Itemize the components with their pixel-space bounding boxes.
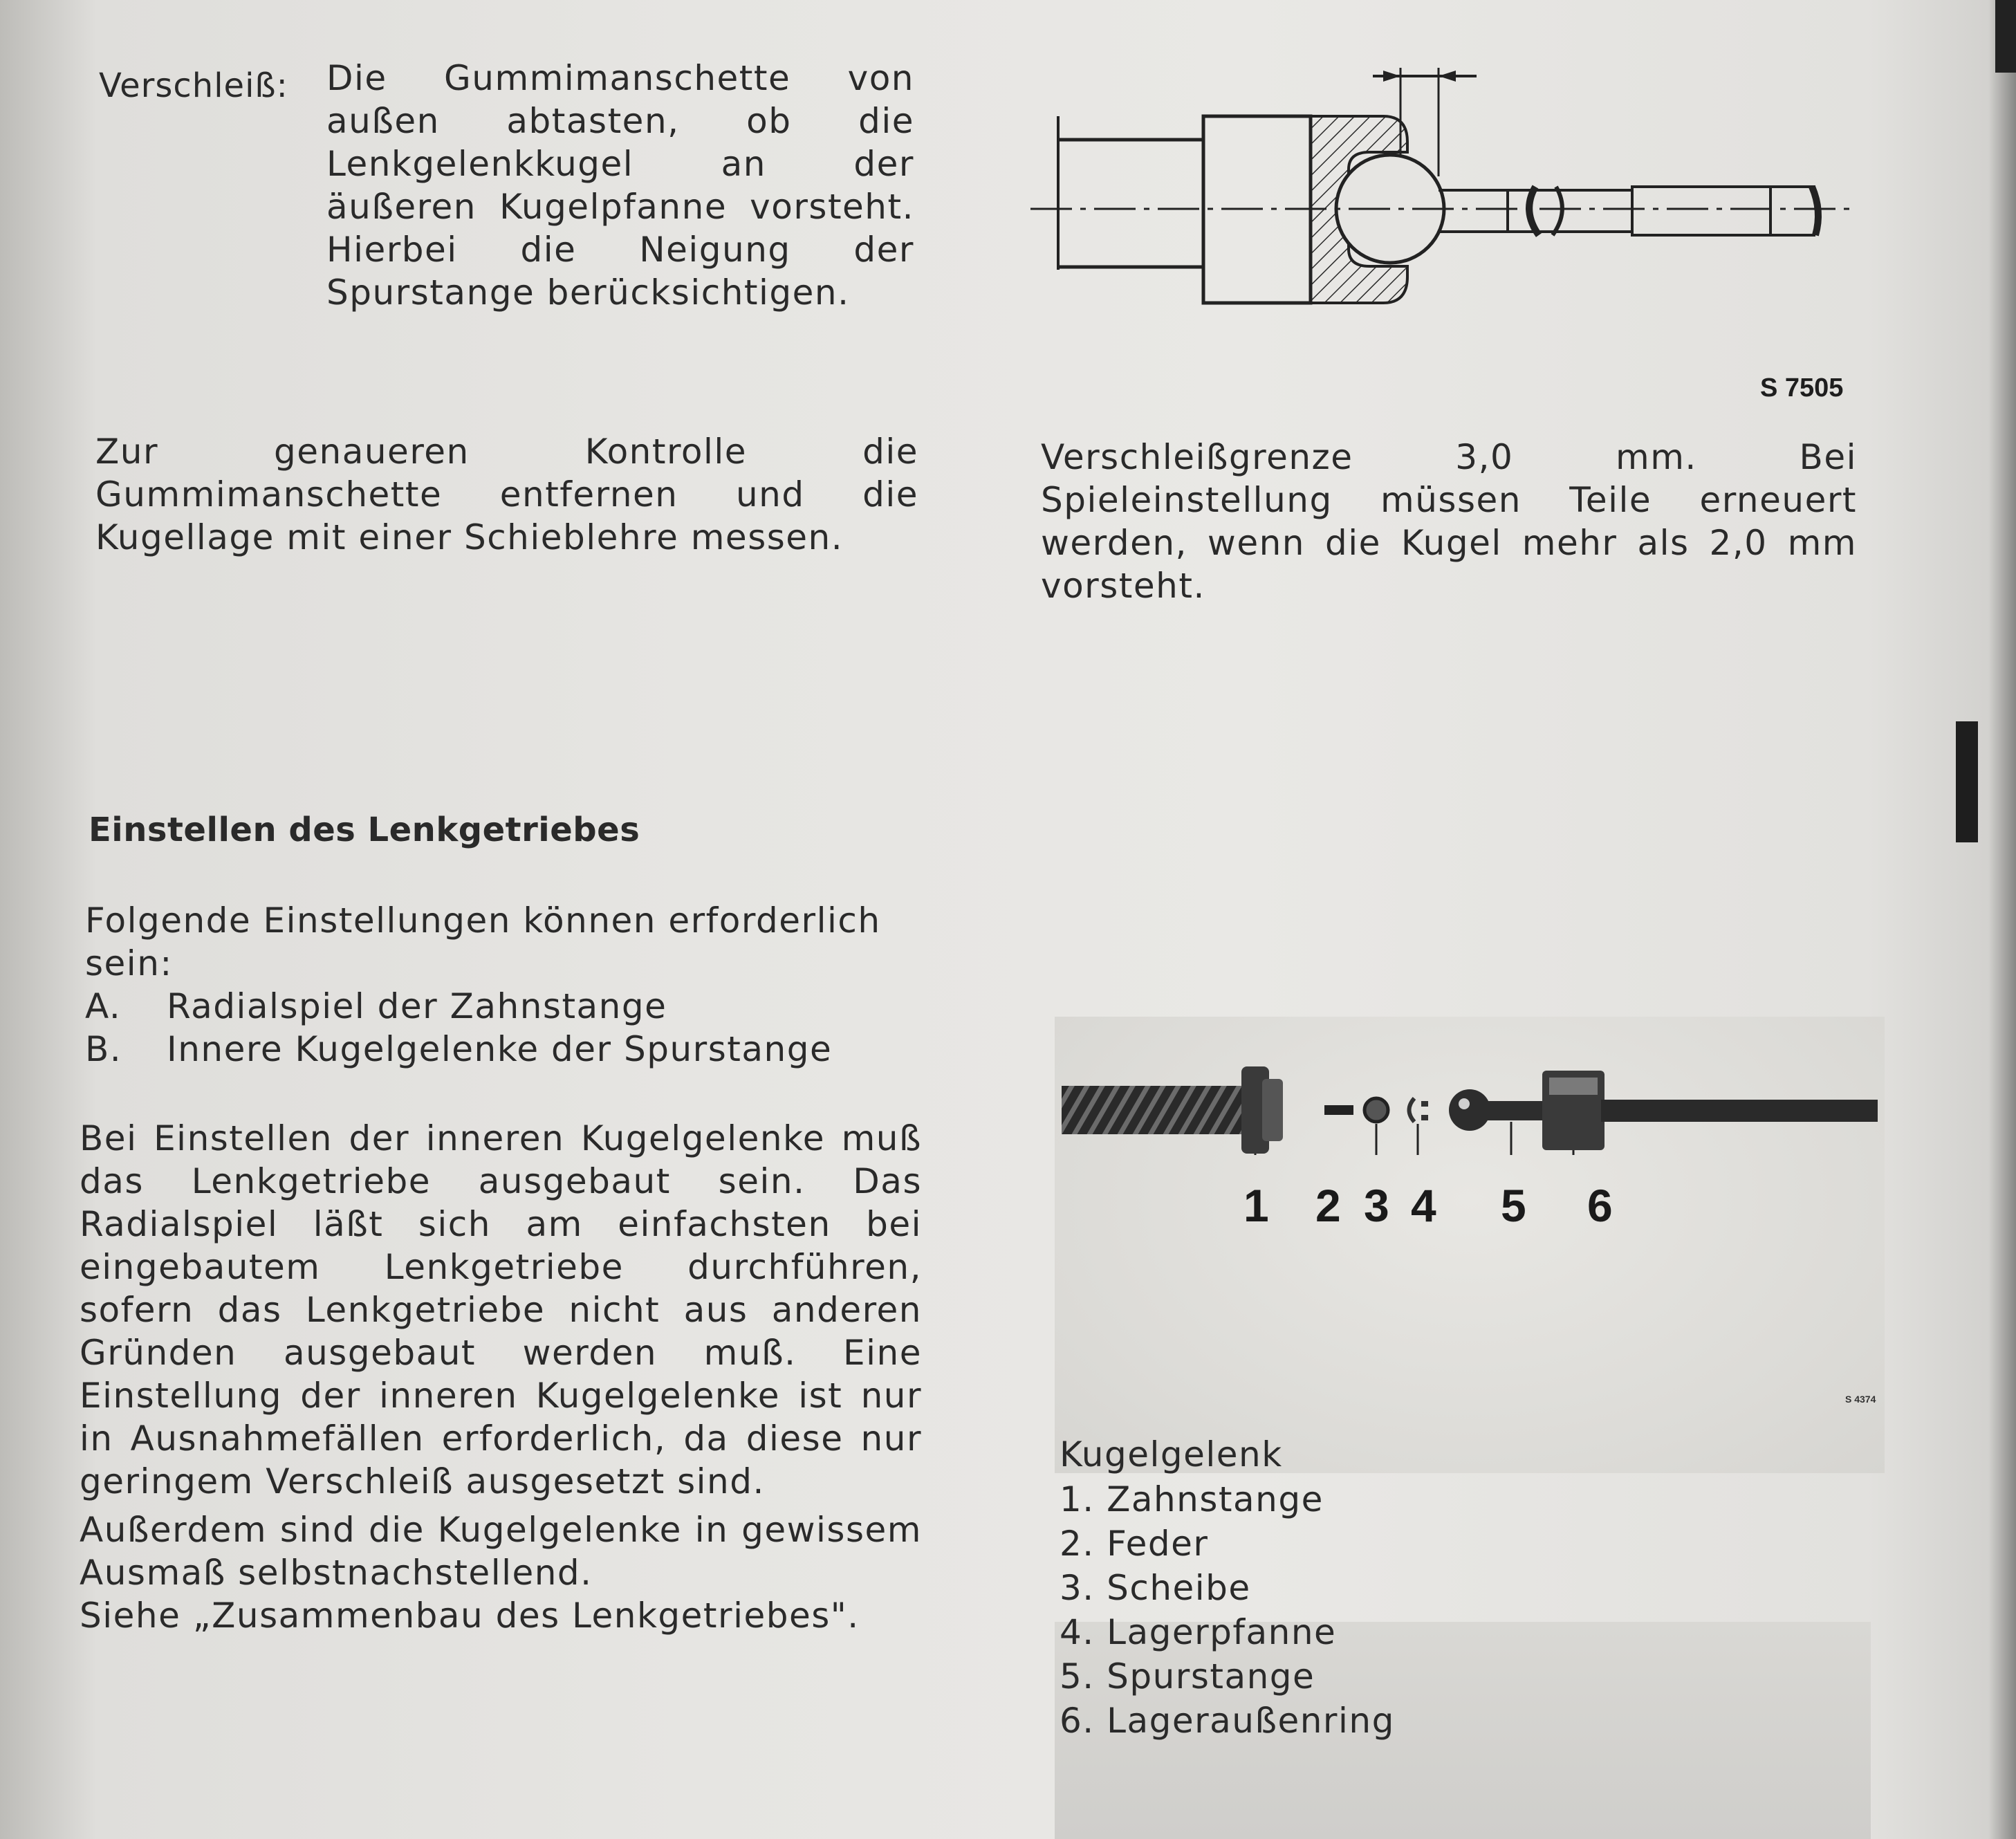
wear-text: Die Gummimanschette von außen abtasten, ob die Lenkgelenkkugel an der äußeren Kugelpfanne vorsteht. Hierbei die Neigung der Spurstange berücksichtigen. [326,58,914,313]
ball-joint-wear-drawing [1024,55,1881,332]
legend-item: 1. Zahnstange [1060,1479,1324,1519]
part-number-label: 4 [1411,1180,1436,1231]
legend-item: 3. Scheibe [1060,1568,1251,1608]
figure1-caption: Verschleißgrenze 3,0 mm. Bei Spieleinstellung müssen Teile erneuert werden, wenn die Kugel mehr als 2,0 mm vorsteht. [1041,437,1857,606]
legend-item: 5. Spurstange [1060,1656,1315,1697]
body-paragraph: Bei Einstellen der inneren Kugelgelenke muß das Lenkgetriebe ausgebaut sein. Das Radialspiel läßt sich am einfachsten bei eingebautem Lenkgetriebe durchführen, sofern das Lenkgetriebe nicht aus anderen Gründen ausgebaut werden muß. Eine Einstellung der inneren Kugelgelenke ist nur in Ausnahmefällen erforderlich, da diese nur geringem Verschleiß ausgesetzt sind. [80,1118,922,1501]
legend-item: 6. Lageraußenring [1060,1701,1395,1741]
legend-title: Kugelgelenk [1060,1434,1283,1475]
see-also-reference: Siehe „Zusammenbau des Lenkgetriebes". [80,1596,860,1636]
settings-item-b [85,1028,929,1071]
figure2-code: S 4374 [1845,1394,1876,1405]
part-spurstange-rod [1601,1100,1878,1122]
wear-label: Verschleiß: [99,66,288,105]
settings-item-letter: A. [85,986,122,1026]
settings-item-text: Innere Kugelgelenke der Spurstange [167,1029,833,1069]
part-zahnstange [1062,1086,1255,1134]
part-number-label: 3 [1364,1180,1389,1231]
legend-item: 2. Feder [1060,1524,1209,1564]
part-number-label: 6 [1587,1180,1613,1231]
chapter-thumb-marker [1956,721,1978,842]
part-number-label: 1 [1243,1180,1269,1231]
legend-item: 4. Lagerpfanne [1060,1612,1337,1652]
parts-legend [1060,1477,1395,1743]
part-spurstange-ball [1449,1089,1490,1131]
part-feder [1324,1105,1353,1115]
part-number-label: 5 [1501,1180,1526,1231]
page-edge-shadow [1988,0,2016,1839]
body-paragraph-2: Außerdem sind die Kugelgelenke in gewissem Ausmaß selbstnachstellend. [80,1510,922,1593]
part-number-label: 2 [1315,1180,1341,1231]
settings-item-letter: B. [85,1029,122,1069]
settings-item-text: Radialspiel der Zahnstange [167,986,667,1026]
ball-joint-parts-photo [1055,1058,1885,1155]
page-edge-mark [1995,0,2016,73]
figure1-code: S 7505 [1760,373,1844,403]
settings-list [85,985,929,1071]
check-paragraph: Zur genaueren Kontrolle die Gummimanschette entfernen und die Kugellage mit einer Schieblehre messen. [95,432,918,557]
part-scheibe [1365,1098,1388,1122]
settings-intro: Folgende Einstellungen können erforderlich sein: [85,900,881,983]
section-heading: Einstellen des Lenkgetriebes [89,811,640,849]
settings-item-a [85,985,929,1028]
part-lagerpfanne [1409,1098,1415,1122]
